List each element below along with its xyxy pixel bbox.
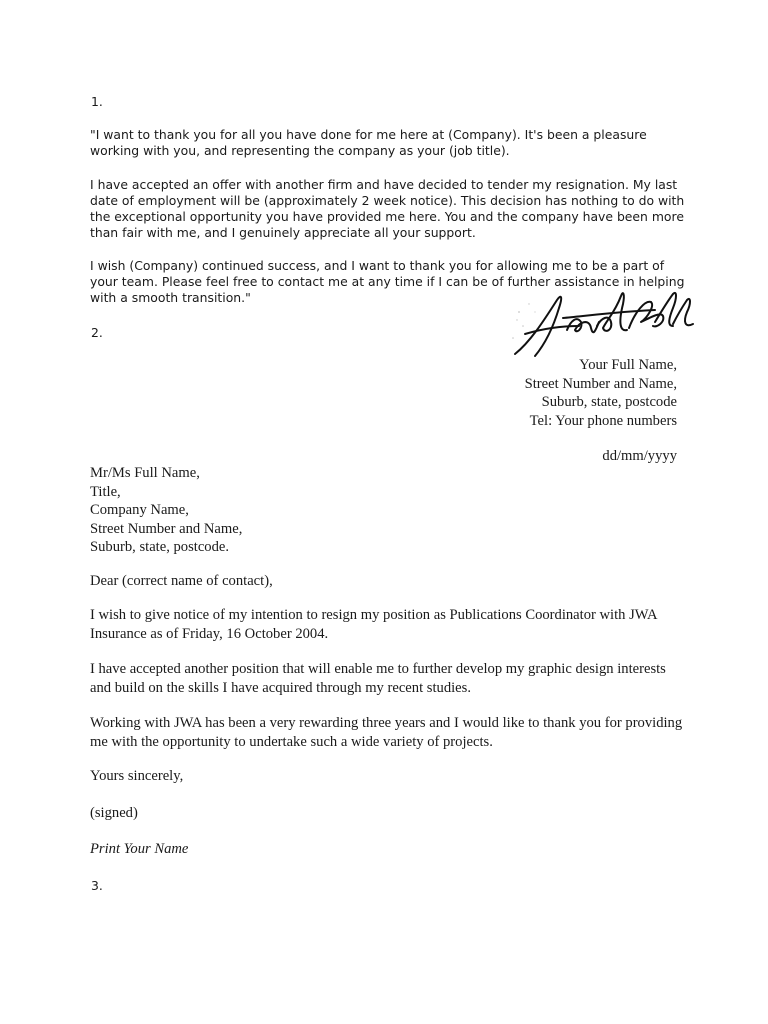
section-1-number: 1. — [91, 94, 103, 109]
recipient-street: Street Number and Name, — [90, 520, 243, 537]
recipient-company: Company Name, — [90, 502, 189, 518]
recipient-title: Title, — [90, 483, 121, 500]
salutation: Dear (correct name of contact), — [90, 573, 273, 589]
letter-paragraph-1: I wish to give notice of my intention to resign my position as Publications Coordinator with JWA Insurance as of Friday, 16 October 2004. — [90, 607, 657, 642]
sender-phone: Tel: Your phone numbers — [529, 412, 677, 429]
recipient-suburb: Suburb, state, postcode. — [90, 539, 230, 555]
section-3-number: 3. — [91, 878, 103, 893]
letter-date: dd/mm/yyyy — [602, 448, 677, 464]
section-1-paragraph-1: "I want to thank you for all you have done for me here at (Company). It's been a pleasure working with you, and representing the company as your (job title). — [90, 127, 647, 158]
closing: Yours sincerely, — [90, 768, 184, 784]
signed-placeholder: (signed) — [90, 805, 138, 821]
letter-paragraph-3: Working with JWA has been a very rewarding three years and I would like to thank you for providing me with the opportunity to undertake such a wide variety of projects. — [90, 715, 683, 750]
sender-name: Your Full Name, — [579, 357, 677, 373]
sender-street: Street Number and Name, — [524, 375, 677, 392]
section-1-paragraph-3: I wish (Company) continued success, and I want to thank you for allowing me to be a part of your team. Please feel free to contact me at any time if I can be of further assistance in helping with a smooth transition." — [90, 258, 685, 305]
letter-paragraph-2: I have accepted another position that will enable me to further develop my graphic design interests and build on the skills I have acquired through my recent studies. — [90, 661, 666, 696]
print-name: Print Your Name — [90, 841, 189, 857]
section-1-paragraph-2: I have accepted an offer with another firm and have decided to tender my resignation. My last date of employment will be (approximately 2 week notice). This decision has nothing to do with the exceptional opportunity you have provided me here. You and the company have been more than fair with me, and I genuinely appreciate all your support. — [90, 177, 685, 240]
handwritten-signature — [505, 282, 705, 364]
sender-suburb: Suburb, state, postcode — [541, 394, 677, 410]
recipient-name: Mr/Ms Full Name, — [90, 465, 200, 481]
section-2-number: 2. — [91, 325, 103, 340]
